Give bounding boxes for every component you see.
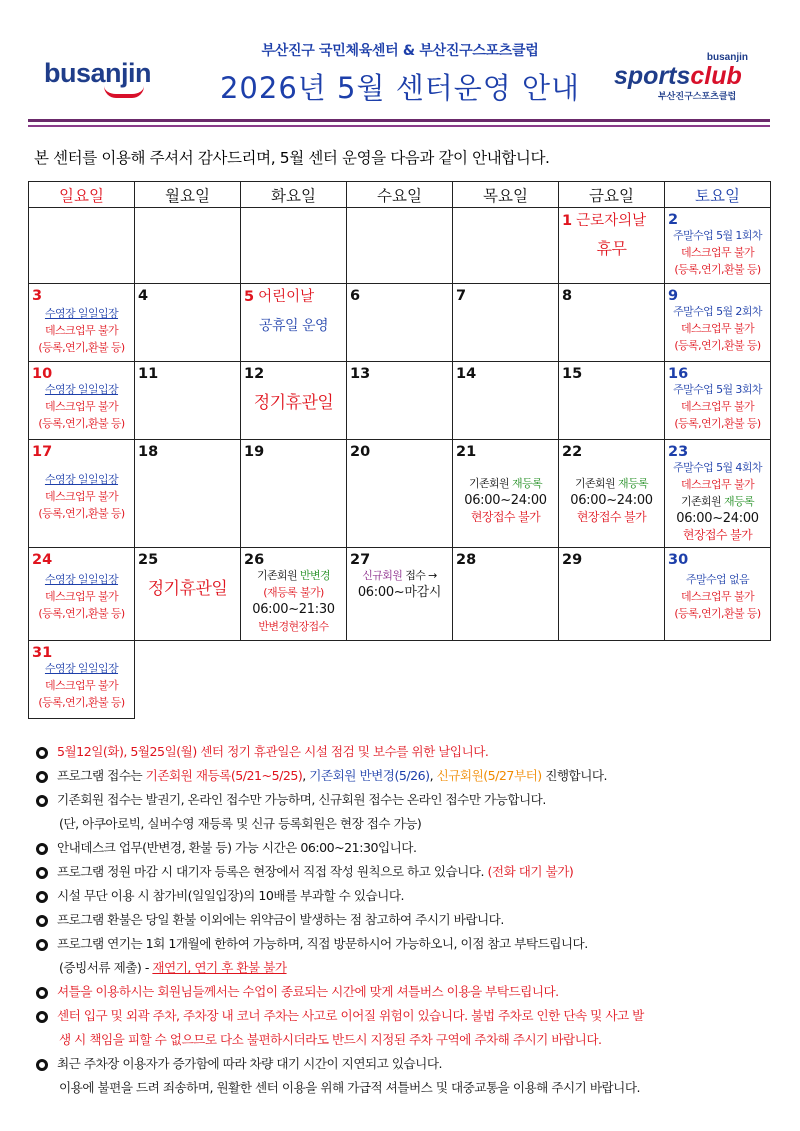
day-number: 30: [668, 552, 689, 568]
calendar-cell-may-13: [347, 362, 453, 440]
calendar-table: [28, 181, 771, 719]
calendar-week: [29, 284, 771, 362]
desk-note: (등록,연기,환불 등): [38, 607, 125, 620]
swim-drop-in-note: 수영장 일일입장: [44, 573, 119, 586]
notice-item: 센터 입구 및 외곽 주차, 주차장 내 코너 주차는 사고로 이어질 위험이 있습니다. 불법 주차로 인한 단속 및 사고 발: [36, 1004, 776, 1028]
calendar-cell-may-10: [29, 362, 135, 440]
desk-closed-note: 데스크업무 불가: [44, 490, 119, 503]
calendar-cell-may-8: [559, 284, 665, 362]
calendar-cell-may-23: 23 주말수업 5월 4회차 데스크업무 불가 기존회원 재등록 06:00~24:00 현장접수 불가: [665, 440, 771, 548]
calendar-cell-may-1: [559, 208, 665, 284]
notice-item: 프로그램 환불은 당일 환불 이외에는 위약금이 발생하는 점 참고하여 주시기 바랍니다.: [36, 908, 776, 932]
sports-club-logo-top: busanjin: [706, 52, 748, 63]
holiday-name: 어린이날: [258, 289, 315, 305]
calendar-cell-may-11: [135, 362, 241, 440]
calendar-cell-may-21: 21 기존회원 재등록 06:00~24:00 현장접수 불가: [453, 440, 559, 548]
new-member-hours: 06:00~마감시: [357, 585, 442, 600]
calendar-cell-may-31: [29, 641, 135, 719]
desk-note: (등록,연기,환불 등): [38, 341, 125, 354]
day-number: 17: [32, 444, 53, 460]
notice-item: 프로그램 연기는 1회 1개월에 한하여 가능하며, 직접 방문하시어 가능하오니, 이점 참고 부탁드립니다.: [36, 932, 776, 956]
desk-note: (등록,연기,환불 등): [674, 339, 761, 352]
calendar-week: [29, 362, 771, 440]
day-number: 1: [562, 213, 573, 229]
regular-closure-label: 정기휴관일: [147, 579, 228, 599]
intro-text: 본 센터를 이용해 주셔서 감사드리며, 5월 센터 운영을 다음과 같이 안내합니다.: [34, 149, 550, 167]
calendar-cell-empty: [241, 208, 347, 284]
calendar-cell-may-9: [665, 284, 771, 362]
calendar-cell-empty: [29, 208, 135, 284]
weekday-sunday: 일요일: [29, 182, 135, 208]
weekday-saturday: 토요일: [665, 182, 771, 208]
weekday-thursday: 목요일: [453, 182, 559, 208]
calendar-week: [29, 548, 771, 641]
weekend-class-note: 주말수업 5월 4회차: [673, 461, 762, 474]
day-number: 15: [562, 366, 583, 382]
day-number: 23: [668, 444, 689, 460]
weekday-header-row: [29, 182, 771, 208]
bullet-icon: [36, 939, 48, 951]
day-number: 12: [244, 366, 265, 382]
day-number: 24: [32, 552, 53, 568]
notice-item-continued: (증빙서류 제출) - 재연기, 연기 후 환불 불가: [59, 960, 287, 975]
calendar-cell-may-7: [453, 284, 559, 362]
day-number: 18: [138, 444, 159, 460]
weekday-monday: 월요일: [135, 182, 241, 208]
calendar-week: [29, 440, 771, 548]
calendar-cell-may-28: [453, 548, 559, 641]
header-subtitle: 부산진구 국민체육센터 & 부산진구스포츠클럽: [261, 43, 539, 59]
weekend-class-note: 주말수업 5월 1회차: [673, 229, 762, 242]
notice-item: 프로그램 정원 마감 시 대기자 등록은 현장에서 직접 작성 원칙으로 하고 있습니다. (전화 대기 불가): [36, 860, 776, 884]
header-divider-thin: [28, 125, 770, 127]
bullet-icon: [36, 747, 48, 759]
day-number: 28: [456, 552, 477, 568]
weekday-tuesday: 화요일: [241, 182, 347, 208]
day-number: 2: [668, 212, 679, 228]
calendar-week: [29, 641, 771, 719]
calendar-week: [29, 208, 771, 284]
calendar-cell-may-16: [665, 362, 771, 440]
notice-item: 안내데스크 업무(반변경, 환불 등) 가능 시간은 06:00~21:30입니다.: [36, 836, 776, 860]
calendar-cell-empty: [135, 208, 241, 284]
calendar-cell-may-20: [347, 440, 453, 548]
bullet-icon: [36, 987, 48, 999]
day-number: 8: [562, 288, 573, 304]
notice-item: 시설 무단 이용 시 참가비(일일입장)의 10배를 부과할 수 있습니다.: [36, 884, 776, 908]
bullet-icon: [36, 915, 48, 927]
day-number: 4: [138, 288, 149, 304]
notice-item-continued: 생 시 책임을 피할 수 없으므로 다소 불편하시더라도 반드시 지정된 주차 구역에 주차해 주시기 바랍니다.: [59, 1032, 602, 1047]
desk-closed-note: 데스크업무 불가: [44, 400, 119, 413]
desk-closed-note: 데스크업무 불가: [44, 324, 119, 337]
day-number: 31: [32, 645, 53, 661]
calendar-cell-may-14: [453, 362, 559, 440]
holiday-open-label: 공휴일 운영: [258, 318, 329, 334]
calendar-cell-may-2: [665, 208, 771, 284]
desk-note: (등록,연기,환불 등): [38, 417, 125, 430]
calendar-cell-may-26: 26 기존회원 반변경 (재등록 불가) 06:00~21:30 반변경현장접수: [241, 548, 347, 641]
day-number: 21: [456, 444, 477, 460]
desk-closed-note: 데스크업무 불가: [44, 679, 119, 692]
notice-item: 최근 주차장 이용자가 증가함에 따라 차량 대기 시간이 지연되고 있습니다.: [36, 1052, 776, 1076]
calendar-cell-empty: [347, 208, 453, 284]
calendar-cell-may-29: [559, 548, 665, 641]
day-number: 22: [562, 444, 583, 460]
swim-drop-in-note: 수영장 일일입장: [44, 473, 119, 486]
bullet-icon: [36, 771, 48, 783]
calendar-cell-may-19: [241, 440, 347, 548]
weekend-class-note: 주말수업 5월 2회차: [673, 305, 762, 318]
day-number: 3: [32, 288, 43, 304]
day-number: 16: [668, 366, 689, 382]
class-change-onsite-note: 반변경현장접수: [258, 620, 329, 633]
day-number: 13: [350, 366, 371, 382]
desk-closed-note: 데스크업무 불가: [680, 400, 755, 413]
calendar-cell-may-25: [135, 548, 241, 641]
day-number: 6: [350, 288, 361, 304]
no-reregister-note: (재등록 불가): [263, 586, 324, 599]
calendar-cell-empty: [453, 208, 559, 284]
desk-closed-note: 데스크업무 불가: [680, 590, 755, 603]
bullet-icon: [36, 1011, 48, 1023]
desk-closed-note: 데스크업무 불가: [680, 478, 755, 491]
calendar-cell-may-12: [241, 362, 347, 440]
notice-item-continued: 이용에 불편을 드려 죄송하며, 원활한 센터 이용을 위해 가급적 셔틀버스 및 대중교통을 이용해 주시기 바랍니다.: [59, 1080, 641, 1095]
notice-item: 셔틀을 이용하시는 회원님들께서는 수업이 종료되는 시간에 맞게 셔틀버스 이용을 부탁드립니다.: [36, 980, 776, 1004]
desk-closed-note: 데스크업무 불가: [680, 246, 755, 259]
calendar-cell-may-15: [559, 362, 665, 440]
bullet-icon: [36, 867, 48, 879]
notice-item: 프로그램 접수는 기존회원 재등록(5/21~5/25), 기존회원 반변경(5/26), 신규회원(5/27부터) 진행합니다.: [36, 764, 776, 788]
calendar-cell-may-27: 27 신규회원 접수 → 06:00~마감시: [347, 548, 453, 641]
day-number: 10: [32, 366, 53, 382]
calendar-cell-may-3: [29, 284, 135, 362]
notice-item: 기존회원 접수는 발권기, 온라인 접수만 가능하며, 신규회원 접수는 온라인 접수만 가능합니다.: [36, 788, 776, 812]
swim-drop-in-note: 수영장 일일입장: [44, 383, 119, 396]
desk-note: (등록,연기,환불 등): [38, 507, 125, 520]
notice-list: [36, 740, 776, 1100]
day-number: 9: [668, 288, 679, 304]
calendar-cell-may-18: [135, 440, 241, 548]
header-divider: [28, 119, 770, 122]
calendar-cell-may-22: 22 기존회원 재등록 06:00~24:00 현장접수 불가: [559, 440, 665, 548]
sports-club-logo: [614, 52, 754, 102]
day-number: 7: [456, 288, 467, 304]
calendar-cell-may-17: [29, 440, 135, 548]
calendar-blank-area: [135, 641, 771, 719]
desk-closed-note: 데스크업무 불가: [680, 322, 755, 335]
weekday-wednesday: 수요일: [347, 182, 453, 208]
page-header: [180, 40, 620, 107]
reception-hours: 06:00~24:00: [570, 493, 653, 508]
onsite-unavailable-note: 현장접수 불가: [576, 510, 647, 524]
weekend-class-note: 주말수업 5월 3회차: [673, 383, 762, 396]
closed-label: 휴무: [596, 239, 627, 258]
day-number: 19: [244, 444, 265, 460]
bullet-icon: [36, 891, 48, 903]
weekday-friday: 금요일: [559, 182, 665, 208]
day-number: 14: [456, 366, 477, 382]
desk-note: (등록,연기,환불 등): [674, 607, 761, 620]
no-weekend-class-note: 주말수업 없음: [685, 573, 750, 586]
sports-club-logo-word: sportsclub: [614, 62, 742, 90]
notice-item: 5월12일(화), 5월25일(월) 센터 정기 휴관일은 시설 점검 및 보수를 위한 날입니다.: [36, 740, 776, 764]
day-number: 25: [138, 552, 159, 568]
desk-hours: 06:00~21:30: [252, 602, 335, 617]
desk-note: (등록,연기,환불 등): [674, 417, 761, 430]
desk-closed-note: 데스크업무 불가: [44, 590, 119, 603]
calendar-cell-may-4: [135, 284, 241, 362]
reception-hours: 06:00~24:00: [676, 511, 759, 526]
desk-note: (등록,연기,환불 등): [674, 263, 761, 276]
day-number: 26: [244, 552, 265, 568]
desk-note: (등록,연기,환불 등): [38, 696, 125, 709]
calendar-cell-may-5: [241, 284, 347, 362]
day-number: 27: [350, 552, 371, 568]
calendar-cell-may-30: [665, 548, 771, 641]
sports-club-logo-korean: 부산진구스포츠클럽: [658, 92, 737, 102]
onsite-unavailable-note: 현장접수 불가: [470, 510, 541, 524]
notice-item-continued: (단, 아쿠아로빅, 실버수영 재등록 및 신규 등록회원은 현장 접수 가능): [59, 816, 422, 831]
busanjin-logo-text: busanjin: [44, 58, 152, 88]
busanjin-logo: [44, 58, 174, 98]
day-number: 5: [244, 289, 255, 305]
bullet-icon: [36, 843, 48, 855]
bullet-icon: [36, 795, 48, 807]
page-title: 2026년 5월 센터운영 안내: [219, 71, 581, 105]
calendar-cell-may-6: [347, 284, 453, 362]
day-number: 29: [562, 552, 583, 568]
regular-closure-label: 정기휴관일: [253, 393, 334, 413]
day-number: 20: [350, 444, 371, 460]
calendar-cell-may-24: [29, 548, 135, 641]
onsite-unavailable-note: 현장접수 불가: [682, 528, 753, 542]
reception-hours: 06:00~24:00: [464, 493, 547, 508]
swim-drop-in-note: 수영장 일일입장: [44, 662, 119, 675]
bullet-icon: [36, 1059, 48, 1071]
holiday-name: 근로자의날: [576, 213, 647, 229]
day-number: 11: [138, 366, 159, 382]
swim-drop-in-note: 수영장 일일입장: [44, 307, 119, 320]
